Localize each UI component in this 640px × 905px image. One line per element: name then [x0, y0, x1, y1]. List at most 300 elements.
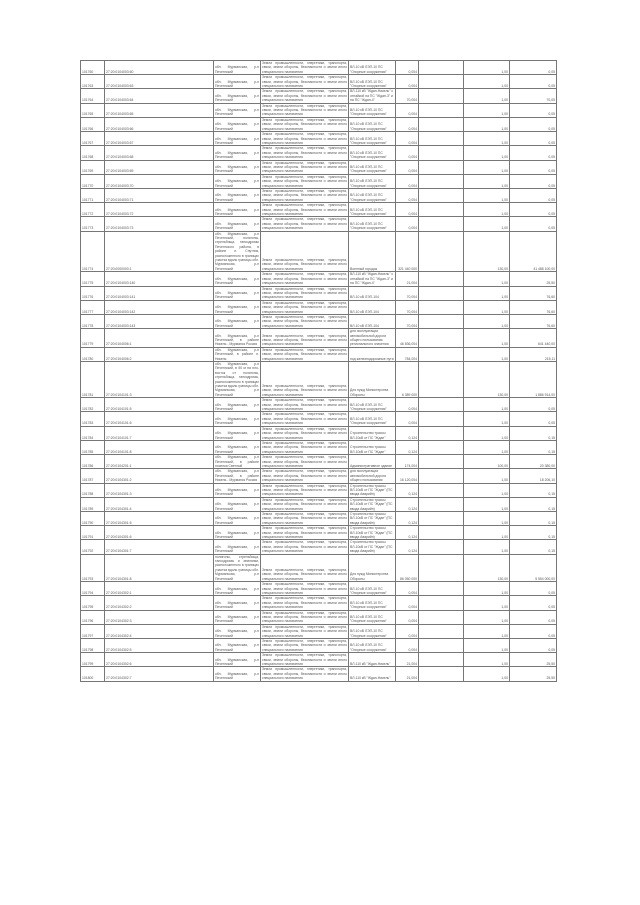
cadastral-number: 27:20:0104003:140: [105, 272, 214, 286]
table-row: [81, 540, 557, 554]
permitted-use: Строительство трассы ВЛ-10кВ от ПС "Ждан" (ПС ввода Аварийн): [349, 526, 396, 540]
cadastral-value: 0,05: [510, 203, 557, 217]
permitted-use: Строительство трассы ВЛ-10кВ от ПС "Ждан": [349, 426, 396, 440]
land-category: Земли промышленности, энергетики, транспорта, связи, земли обороны, безопасности и земли иного специального назначения: [262, 132, 347, 145]
cadastral-number: 27:20:0104302:1: [105, 582, 214, 596]
row-id: 101791: [81, 526, 105, 540]
address: обл. Мурманская, р-н Печенгский: [214, 146, 261, 160]
land-category: Земли промышленности, энергетики, транспорта, связи, земли обороны, безопасности и земли иного специального назначения: [262, 512, 347, 525]
rate: 1,00: [464, 624, 510, 638]
land-category: Земли промышленности, энергетики, транспорта, связи, земли обороны, безопасности и земли иного специального назначения: [261, 329, 349, 348]
permitted-use: ВЛ-110 кВ "Ждан-Никель" с отпайкой на ПС "Ждан-3" и на ПС "Ждан-4": [349, 272, 396, 286]
row-id: 101778: [81, 314, 105, 328]
area: 0,004: [396, 146, 419, 160]
area: 0,124: [396, 512, 419, 526]
cadastral-value: 0,05: [510, 103, 557, 117]
permitted-use: ВЛ-10 кВ ЛЭП-10 ПС "Опорные сооружения": [349, 217, 396, 231]
row-id: 101798: [81, 638, 105, 652]
address: обл. Мурманская, р-н Печенгский: [214, 174, 261, 188]
empty-cell: [419, 314, 464, 328]
rate: 1,00: [464, 526, 510, 540]
land-category: Земли промышленности, энергетики, транспорта, связи, земли обороны, безопасности и земли иного специального назначения: [262, 300, 347, 314]
address: обл. Мурманская, р-н Печенгский: [214, 203, 261, 217]
table-row: [81, 624, 557, 638]
row-id: 101785: [81, 440, 105, 454]
permitted-use: ВЛ-10 кВ ЛЭП-104: [349, 314, 396, 328]
address: обл. Мурманская, р-н Печенгский: [214, 300, 261, 314]
cadastral-number: 27:20:0104101:3: [105, 362, 214, 398]
land-category: Земли промышленности, энергетики, транспорта, связи, земли обороны, безопасности и земли иного специального назначения: [262, 272, 347, 286]
permitted-use: ВЛ-110 кВ "Ждан-Никель": [349, 667, 396, 681]
cadastral-value: 0,05: [510, 146, 557, 160]
area: 0,004: [396, 203, 419, 217]
permitted-use: Строительство трассы ВЛ-10кВ от ПС "Ждан": [349, 440, 396, 454]
table-row: [81, 347, 557, 361]
cadastral-number: 27:20:0104003:63: [105, 75, 214, 89]
cadastral-value: 215,11: [510, 347, 557, 361]
row-id: 101763: [81, 75, 105, 89]
permitted-use: ВЛ-10 кВ ЛЭП-10 ПС "Опорные сооружения": [349, 174, 396, 188]
empty-cell: [419, 455, 464, 469]
cadastral-value: 0,05: [510, 174, 557, 188]
rate: 1,00: [464, 412, 510, 426]
cadastral-number: 27:20:0000000:1: [105, 231, 214, 272]
cadastral-number: 27:20:0104003:64: [105, 89, 214, 103]
cadastral-number: 27:20:0104302:7: [105, 667, 214, 681]
cadastral-number: 27:20:0104003:71: [105, 188, 214, 202]
permitted-use: Строительство трассы ВЛ-10кВ от ПС "Ждан" (ПС ввода Аварийн): [349, 540, 396, 554]
empty-cell: [419, 582, 464, 596]
empty-cell: [419, 300, 464, 314]
permitted-use: для эксплуатации автомобильной дороги общего пользования регионального значения: [349, 329, 396, 348]
empty-cell: [419, 160, 464, 174]
land-category: Земли промышленности, энергетики, транспорта, связи, земли обороны, безопасности и земли иного специального назначения: [262, 217, 347, 231]
rate: 1,00: [464, 188, 510, 202]
area: 86 050 000: [396, 554, 419, 581]
land-category: Земли промышленности, энергетики, транспорта, связи, земли обороны, безопасности и земли иного специального назначения: [262, 610, 347, 624]
address: обл. Мурманская, р-н Печенгский: [214, 272, 261, 286]
rate: 1,00: [464, 286, 510, 300]
empty-cell: [419, 540, 464, 554]
permitted-use: ВЛ-10 кВ ЛЭП-10 ПС "Опорные сооружения": [349, 582, 396, 596]
land-category: Земли промышленности, энергетики, транспорта, связи, земли обороны, безопасности и земли иного специального назначения: [262, 75, 347, 89]
cadastral-value: 5 554 000,00: [510, 554, 557, 581]
cadastral-number: 27:20:0104302:6: [105, 653, 214, 667]
table-row: [81, 103, 557, 117]
row-id: 101773: [81, 217, 105, 231]
table-row: [81, 203, 557, 217]
rate: 1,00: [464, 329, 510, 348]
empty-cell: [419, 653, 464, 667]
table-row: [81, 61, 557, 75]
row-id: 101784: [81, 426, 105, 440]
empty-cell: [419, 512, 464, 526]
area: 21,004: [396, 667, 419, 681]
cadastral-value: 0,15: [510, 483, 557, 497]
area: 0,004: [396, 398, 419, 412]
row-id: 101781: [81, 362, 105, 398]
address: обл. Мурманская, р-н Печенгский: [214, 624, 261, 638]
table-row: [81, 653, 557, 667]
row-id: 101786: [81, 455, 105, 469]
table-row: [81, 554, 557, 581]
table-row: [81, 188, 557, 202]
rate: 1,00: [464, 483, 510, 497]
land-category: Земли промышленности, энергетики, транспорта, связи, земли обороны, безопасности и земли иного специального назначения: [262, 188, 347, 202]
row-id: 101777: [81, 300, 105, 314]
cadastral-value: 0,05: [510, 75, 557, 89]
document-page: [80, 60, 556, 682]
cadastral-number: 27:20:0104301:7: [105, 540, 214, 554]
cadastral-number: 27:20:0104301:6: [105, 526, 214, 540]
row-id: 101795: [81, 596, 105, 610]
cadastral-value: 0,15: [510, 426, 557, 440]
table-row: [81, 217, 557, 231]
empty-cell: [419, 667, 464, 681]
permitted-use: ВЛ-10 кВ ЛЭП-10 ПС "Опорные сооружения": [349, 146, 396, 160]
row-id: 101768: [81, 146, 105, 160]
row-id: 101766: [81, 117, 105, 131]
rate: 130,00: [464, 554, 510, 581]
cadastral-number: 27:20:0104003:69: [105, 160, 214, 174]
permitted-use: под железнодорожные пути: [349, 347, 396, 361]
empty-cell: [419, 231, 464, 272]
land-category: Земли промышленности, энергетики, транспорта, связи, земли обороны, безопасности и земли иного специального назначения: [262, 314, 347, 328]
table-row: [81, 440, 557, 454]
row-id: 101765: [81, 103, 105, 117]
cadastral-number: 27:20:0104301:3: [105, 483, 214, 497]
rate: 1,00: [464, 314, 510, 328]
rate: 1,00: [464, 300, 510, 314]
table-row: [81, 146, 557, 160]
cadastral-value: 0,05: [510, 61, 557, 75]
rate: 1,00: [464, 203, 510, 217]
table-row: [81, 132, 557, 146]
permitted-use: Для нужд Министерства Обороны: [349, 362, 396, 398]
cadastral-number: 27:20:0104301:2: [105, 469, 214, 483]
table-row: [81, 75, 557, 89]
rate: 1,00: [464, 398, 510, 412]
cadastral-number: 27:20:0104301:5: [105, 512, 214, 526]
empty-cell: [419, 554, 464, 581]
permitted-use: ВЛ-10 кВ ЛЭП-10 ПС "Опорные сооружения": [349, 117, 396, 131]
empty-cell: [419, 497, 464, 511]
permitted-use: ВЛ-10 кВ ЛЭП-10 ПС "Опорные сооружения": [349, 412, 396, 426]
permitted-use: ВЛ-10 кВ ЛЭП-10 ПС "Опорные сооружения": [349, 61, 396, 75]
permitted-use: ВЛ-110 кВ "Ждан-Никель": [349, 653, 396, 667]
address: обл. Мурманская, р-н Печенгский: [214, 75, 261, 89]
land-category: Земли промышленности, энергетики, транспорта, связи, земли обороны, безопасности и земли иного специального назначения: [262, 61, 347, 74]
area: 70,004: [396, 314, 419, 328]
table-row: [81, 638, 557, 652]
land-category: Земли промышленности, энергетики, транспорта, связи, земли обороны, безопасности и земли иного специального назначения: [262, 596, 347, 610]
area: 0,004: [396, 638, 419, 652]
table-row: [81, 272, 557, 286]
cadastral-number: 27:20:0104003:143: [105, 314, 214, 328]
cadastral-value: 0,15: [510, 512, 557, 526]
area: 0,124: [396, 426, 419, 440]
address: обл. Мурманская, р-н Печенгский, полигоны, стрельбища, танкодромы Печенгского района, в районе п. Спутник, расположенного в границах участка вдоль границы обл. Мурманская, р-н Печенгский: [215, 231, 259, 271]
cadastral-number: 27:20:0104101:5: [105, 398, 214, 412]
area: 0,004: [396, 117, 419, 131]
row-id: 101789: [81, 497, 105, 511]
row-id: 101783: [81, 412, 105, 426]
address: обл. Мурманская, р-н Печенгский: [214, 217, 261, 231]
row-id: 101764: [81, 89, 105, 103]
area: 21,004: [396, 653, 419, 667]
row-id: 101771: [81, 188, 105, 202]
land-category: Земли промышленности, энергетики, транспорта, связи, земли обороны, безопасности и земли иного специального назначения: [262, 412, 347, 426]
area: 321 440 000: [396, 231, 419, 272]
area: 0,124: [396, 526, 419, 540]
cadastral-number: 27:20:0104301:4: [105, 497, 214, 511]
empty-cell: [419, 103, 464, 117]
table-row: [81, 469, 557, 483]
rate: 1,00: [464, 497, 510, 511]
permitted-use: ВЛ-10 кВ ЛЭП-10 ПС "Опорные сооружения": [349, 75, 396, 89]
cadastral-value: 0,05: [510, 188, 557, 202]
address: обл. Мурманская, р-н Печенгский, в районе поселка Светлый: [215, 455, 259, 468]
permitted-use: ВЛ-10 кВ ЛЭП-10 ПС "Опорные сооружения": [349, 624, 396, 638]
address: обл. Мурманская, р-н Печенгский: [214, 314, 261, 328]
area: 0,004: [396, 610, 419, 624]
cadastral-number: 27:20:0104003:70: [105, 174, 214, 188]
address: обл. Мурманская, р-н Печенгский: [214, 412, 261, 426]
rate: 1,00: [464, 89, 510, 103]
row-id: 101797: [81, 624, 105, 638]
cadastral-number: 27:20:0104301:8: [105, 554, 214, 581]
rate: 1,00: [464, 61, 510, 75]
permitted-use: ВЛ-10 кВ ЛЭП-10 ПС "Опорные сооружения": [349, 203, 396, 217]
address: обл. Мурманская, р-н Печенгский: [214, 61, 261, 75]
address: обл. Мурманская, р-н Печенгский: [214, 512, 261, 526]
cadastral-value: 0,05: [510, 582, 557, 596]
area: 0,004: [396, 188, 419, 202]
area: 0,124: [396, 497, 419, 511]
table-row: [81, 455, 557, 469]
empty-cell: [419, 61, 464, 75]
table-row: [81, 231, 557, 272]
cadastral-number: 27:20:0104006:2: [105, 347, 214, 361]
empty-cell: [419, 329, 464, 348]
rate: 1,00: [464, 272, 510, 286]
land-category: Земли промышленности, энергетики, транспорта, связи, земли обороны, безопасности и земли иного специального назначения: [262, 582, 347, 595]
rate: 1,00: [464, 596, 510, 610]
rate: 1,00: [464, 512, 510, 526]
cadastral-value: 0,05: [510, 596, 557, 610]
row-id: 101779: [81, 329, 105, 348]
address: обл. Мурманская, р-н Печенгский: [214, 117, 261, 131]
cadastral-value: 25,50: [510, 272, 557, 286]
rate: 1,00: [464, 469, 510, 483]
row-id: 101790: [81, 512, 105, 526]
area: 0,124: [396, 483, 419, 497]
table-row: [81, 398, 557, 412]
address: обл. Мурманская, р-н Печенгский: [214, 483, 261, 497]
table-row: [81, 362, 557, 398]
land-category: Земли промышленности, энергетики, транспорта, связи, земли обороны, безопасности и земли иного специального назначения: [262, 624, 347, 638]
empty-cell: [419, 412, 464, 426]
rate: 100,00: [464, 455, 510, 469]
table-row: [81, 483, 557, 497]
cadastral-value: 0,05: [510, 217, 557, 231]
permitted-use: ВЛ-110 кВ "Ждан-Никель" с отпайкой на ПС "Ждан-3" и на ПС "Ждан-4": [349, 89, 396, 103]
permitted-use: ВЛ-10 кВ ЛЭП-10 ПС "Опорные сооружения": [349, 398, 396, 412]
empty-cell: [419, 217, 464, 231]
rate: 1,00: [464, 132, 510, 146]
address: обл. Мурманская, р-н Печенгский: [214, 540, 261, 554]
table-row: [81, 426, 557, 440]
land-category: Земли промышленности, энергетики, транспорта, связи, земли обороны, безопасности и земли иного специального назначения: [261, 231, 349, 272]
empty-cell: [419, 638, 464, 652]
rate: 1,00: [464, 146, 510, 160]
area: 21,004: [396, 272, 419, 286]
empty-cell: [419, 286, 464, 300]
permitted-use: ВЛ-10 кВ ЛЭП-10 ПС "Опорные сооружения": [349, 188, 396, 202]
permitted-use: ВЛ-10 кВ ЛЭП-10 ПС "Опорные сооружения": [349, 132, 396, 146]
cadastral-number: 27:20:0104003:142: [105, 300, 214, 314]
cadastral-value: 0,15: [510, 526, 557, 540]
address: обл. Мурманская, р-н Печенгский: [214, 638, 261, 652]
land-category: Земли промышленности, энергетики, транспорта, связи, земли обороны, безопасности и земли иного специального назначения: [262, 638, 347, 652]
row-id: 101780: [81, 347, 105, 361]
row-id: 101782: [81, 398, 105, 412]
cadastral-value: 70,05: [510, 89, 557, 103]
rate: 1,00: [464, 653, 510, 667]
cadastral-value: 0,05: [510, 610, 557, 624]
row-id: 101796: [81, 610, 105, 624]
table-row: [81, 412, 557, 426]
row-id: 101774: [81, 231, 105, 272]
permitted-use: Административное здание: [349, 455, 396, 469]
cadastral-value: 0,15: [510, 497, 557, 511]
permitted-use: Для нужд Министерства Обороны: [349, 554, 396, 581]
area: 0,004: [396, 75, 419, 89]
row-id: 101799: [81, 653, 105, 667]
cadastral-number: 27:20:0104003:66: [105, 117, 214, 131]
empty-cell: [419, 75, 464, 89]
address: обл. Мурманская, р-н Печенгский: [214, 610, 261, 624]
land-category: Земли промышленности, энергетики, транспорта, связи, земли обороны, безопасности и земли иного специального назначения: [262, 203, 347, 216]
area: 784,004: [396, 347, 419, 361]
cadastral-value: 20 380,00: [510, 455, 557, 469]
empty-cell: [419, 174, 464, 188]
cadastral-number: 27:20:0104003:141: [105, 286, 214, 300]
address: обл. Мурманская, р-н Печенгский: [214, 526, 261, 540]
cadastral-value: 25,50: [510, 667, 557, 681]
empty-cell: [419, 624, 464, 638]
permitted-use: Строительство трассы ВЛ-10кВ от ПС "Ждан" (ПС ввода Аварийн): [349, 512, 396, 526]
address: обл. Мурманская, р-н Печенгский: [214, 582, 261, 596]
table-row: [81, 667, 557, 681]
land-category: Земли промышленности, энергетики, транспорта, связи, земли обороны, безопасности и земли иного специального назначения: [262, 526, 347, 540]
permitted-use: ВЛ-10 кВ ЛЭП-10 ПС "Опорные сооружения": [349, 596, 396, 610]
land-category: Земли промышленности, энергетики, транспорта, связи, земли обороны, безопасности и земли иного специального назначения: [262, 667, 347, 681]
land-category: Земли промышленности, энергетики, транспорта, связи, земли обороны, безопасности и земли иного специального назначения: [261, 554, 349, 581]
address: обл. Мурманская, р-н Печенгский: [214, 653, 261, 667]
rate: 1,00: [464, 103, 510, 117]
row-id: 101770: [81, 174, 105, 188]
cadastral-number: 27:20:0104006:1: [105, 329, 214, 348]
land-category: Земли промышленности, энергетики, транспорта, связи, земли обороны, безопасности и земли иного специального назначения: [262, 146, 347, 160]
address: обл. Мурманская, р-н Печенгский: [214, 103, 261, 117]
table-row: [81, 89, 557, 103]
cadastral-number: 27:20:0104302:2: [105, 596, 214, 610]
cadastral-value: 0,15: [510, 540, 557, 554]
table-row: [81, 497, 557, 511]
land-category: Земли промышленности, энергетики, транспорта, связи, земли обороны, безопасности и земли иного специального назначения: [262, 497, 347, 511]
empty-cell: [419, 146, 464, 160]
permitted-use: ВЛ-10 кВ ЛЭП-10 ПС "Опорные сооружения": [349, 103, 396, 117]
table-row: [81, 582, 557, 596]
table-row: [81, 174, 557, 188]
area: 70,004: [396, 89, 419, 103]
address: обл. Мурманская, р-н Печенгский: [214, 188, 261, 202]
row-id: 101776: [81, 286, 105, 300]
rate: 1,00: [464, 540, 510, 554]
row-id: 101775: [81, 272, 105, 286]
cadastral-value: 76,60: [510, 300, 557, 314]
table-row: [81, 117, 557, 131]
address: обл. Мурманская, р-н Печенгский, в районе Никель - Мурманск Россия: [215, 469, 259, 483]
rate: 1,00: [464, 75, 510, 89]
area: 0,124: [396, 440, 419, 454]
land-category: Земли промышленности, энергетики, транспорта, связи, земли обороны, безопасности и земли иного специального назначения: [262, 103, 347, 117]
cadastral-value: 18 206,10: [510, 469, 557, 483]
row-id: 101769: [81, 160, 105, 174]
cadastral-value: 0,05: [510, 638, 557, 652]
permitted-use: Военный городок: [349, 231, 396, 272]
table-row: [81, 610, 557, 624]
land-category: Земли промышленности, энергетики, транспорта, связи, земли обороны, безопасности и земли иного специального назначения: [262, 398, 347, 412]
permitted-use: ВЛ-10 кВ ЛЭП-104: [349, 300, 396, 314]
land-category: Земли промышленности, энергетики, транспорта, связи, земли обороны, безопасности и земли иного специального назначения: [262, 286, 347, 300]
row-id: 101793: [81, 554, 105, 581]
row-id: 101772: [81, 203, 105, 217]
table-row: [81, 286, 557, 300]
permitted-use: для эксплуатации автомобильной дороги общего пользования: [349, 469, 396, 483]
land-category: Земли промышленности, энергетики, транспорта, связи, земли обороны, безопасности и земли иного специального назначения: [262, 455, 347, 468]
row-id: 101788: [81, 483, 105, 497]
rate: 1,00: [464, 426, 510, 440]
rate: 1,00: [464, 582, 510, 596]
address: полигоны, стрельбища, танкодромы и землянки, расположенного в границах участка вдоль границы обл. Мурманская, р-н Печенгский: [215, 554, 259, 581]
area: 16 120,004: [396, 469, 419, 483]
land-category: Земли промышленности, энергетики, транспорта, связи, земли обороны, безопасности и земли иного специального назначения: [262, 440, 347, 454]
cadastral-number: 27:20:0104302:4: [105, 624, 214, 638]
cadastral-number: 27:20:0104201:1: [105, 455, 214, 469]
empty-cell: [419, 426, 464, 440]
address: обл. Мурманская, р-н Печенгский: [214, 426, 261, 440]
cadastral-number: 27:20:0104003:68: [105, 146, 214, 160]
address: обл. Мурманская, р-н Печенгский, в районе п. Никель: [215, 347, 259, 361]
table-row: [81, 160, 557, 174]
table-row: [81, 314, 557, 328]
empty-cell: [419, 132, 464, 146]
rate: 1,00: [464, 117, 510, 131]
land-category: Земли промышленности, энергетики, транспорта, связи, земли обороны, безопасности и земли иного специального назначения: [262, 89, 347, 103]
rate: 130,00: [464, 231, 510, 272]
land-category: Земли промышленности, энергетики, транспорта, связи, земли обороны, безопасности и земли иного специального назначения: [262, 469, 347, 483]
land-category: Земли промышленности, энергетики, транспорта, связи, земли обороны, безопасности и земли иного специального назначения: [261, 362, 349, 398]
rate: 1,00: [464, 217, 510, 231]
cadastral-value: 1 886 914,00: [510, 362, 557, 398]
address: обл. Мурманская, р-н Печенгский: [214, 440, 261, 454]
table-row: [81, 596, 557, 610]
cadastral-value: 0,05: [510, 412, 557, 426]
cadastral-value: 0,05: [510, 132, 557, 146]
cadastral-value: 0,05: [510, 398, 557, 412]
